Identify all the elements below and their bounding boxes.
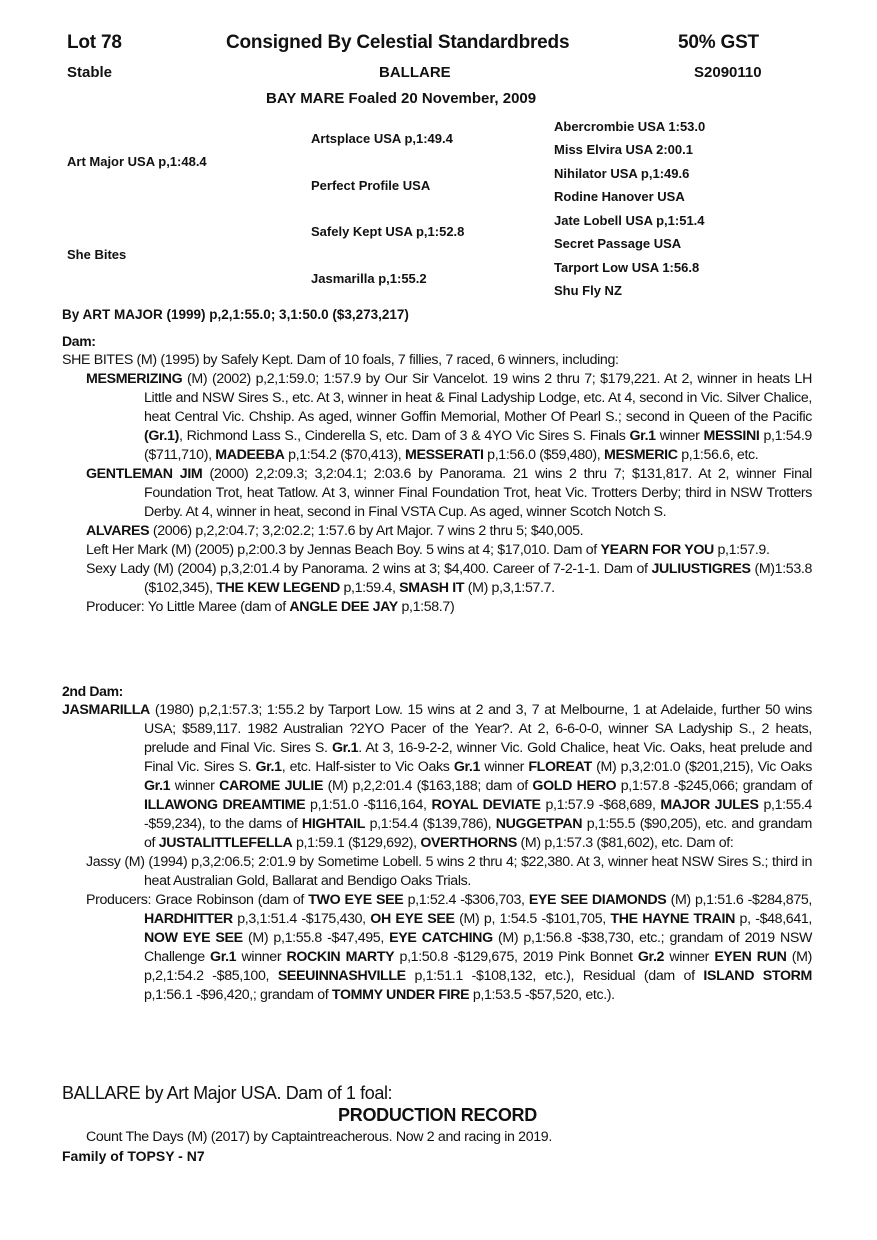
entry-text: p,1:56.0 ($59,480),: [483, 447, 604, 463]
entry-text: Jassy (M) (1994) p,3,2:06.5; 2:01.9 by Sometime Lobell. 5 wins 2 thru 4; $22,380. At 3, winner heat NSW Sires S.; third in heat Australian Gold, Ballarat and Bendigo Oaks Trials.: [86, 854, 812, 889]
production-heading-text: PRODUCTION RECORD: [338, 1105, 537, 1125]
entry-text: (2000) 2,2:09.3; 3,2:04.1; 2:03.6 by Panorama. 21 wins 2 thru 7; $131,817. At 2, winner Final Foundation Trot, heat Tatlow. At 3, winner Final Foundation Trot, heat Vic. Trotters Derby; third in NSW Trotters Derby. At 4, winner in heat, second in Final VSTA Cup. As aged, winner Scotch Notch S.: [144, 466, 812, 520]
entry-text: p,3,1:51.4 -$175,430,: [232, 911, 371, 927]
entry-text: (M) p,1:51.6 -$284,875,: [666, 892, 813, 908]
entry-text: winner: [664, 949, 715, 965]
entry-text: p,1:53.5 -$57,520, etc.).: [469, 987, 615, 1003]
horse-name: ISLAND STORM: [703, 968, 813, 984]
grade: Gr.1: [331, 740, 359, 756]
entry-text: (M) p,3,1:57.7.: [464, 580, 555, 596]
horse-name: JULIUSTIGRES: [651, 561, 751, 577]
entry-text: p,1:57.9 -$68,689,: [540, 797, 661, 813]
horse-name: EYE SEE DIAMONDS: [528, 892, 667, 908]
production-summary: BALLARE by Art Major USA. Dam of 1 foal:: [62, 1083, 393, 1103]
pedigree-gen3: Shu Fly NZ: [554, 283, 622, 298]
production-foal: Count The Days (M) (2017) by Captaintreacherous. Now 2 and racing in 2019.: [86, 1129, 552, 1145]
grade: Gr.1: [629, 428, 656, 444]
sire-line: By ART MAJOR (1999) p,2,1:55.0; 3,1:50.0 ($3,273,217): [62, 307, 409, 322]
entry-text: , etc. Half-sister to Vic Oaks: [281, 759, 454, 775]
pedigree-sire-sire: Artsplace USA p,1:49.4: [311, 131, 453, 146]
entry-text: Left Her Mark (M) (2005) p,2:00.3 by Jennas Beach Boy. 5 wins at 4; $17,010. Dam of: [86, 542, 601, 558]
entry-text: Producers: Grace Robinson (dam of: [86, 892, 309, 908]
entry-text: p,1:56.1 -$96,420,; grandam of: [144, 987, 332, 1003]
horse-name: MESSERATI: [404, 447, 484, 463]
entry-text: (M) p,2,1:54.2 -$85,100,: [144, 949, 812, 984]
pedigree-gen3: Nihilator USA p,1:49.6: [554, 166, 690, 181]
horse-name: OH EYE SEE: [370, 911, 455, 927]
horse-name: YEARN FOR YOU: [600, 542, 714, 558]
pedigree-gen3: Tarport Low USA 1:56.8: [554, 260, 700, 275]
horse-name: EYEN RUN: [714, 949, 787, 965]
horse-name: HIGHTAIL: [301, 816, 366, 832]
horse-name: MAJOR JULES: [660, 797, 759, 813]
horse-name: MADEEBA: [215, 447, 285, 463]
horse-name: HARDHITTER: [144, 911, 233, 927]
dam-section: [62, 332, 812, 617]
horse-name: NOW EYE SEE: [144, 930, 243, 946]
horse-name: JUSTALITTLEFELLA: [158, 835, 293, 851]
entry-text: p, -$48,641,: [734, 911, 812, 927]
entry-text: (1980) p,2,1:57.3; 1:55.2 by Tarport Low. 15 wins at 2 and 3, 7 at Melbourne, 1 at Adelaide, further 50 wins USA; $589,117. 1982 Australian ?2YO Pacer of the Year?. At 2, 6-6-0-0, winner SA Ladyship S., 2 heats, prelude and Final Vic. Sires S.: [144, 702, 812, 756]
progeny-entry: [62, 370, 812, 465]
pedigree-gen3: Miss Elvira USA 2:00.1: [554, 142, 693, 157]
entry-text: p,1:59.1 ($129,692),: [292, 835, 421, 851]
progeny-entry: [62, 853, 812, 891]
location: Stable: [67, 64, 113, 81]
production-heading: [0, 1105, 877, 1126]
entry-text: winner: [480, 759, 529, 775]
horse-name: TWO EYE SEE: [308, 892, 404, 908]
horse-name: FLOREAT: [528, 759, 592, 775]
pedigree-gen3: Rodine Hanover USA: [554, 189, 685, 204]
horse-name: JASMARILLA: [62, 702, 150, 718]
entry-text: Producer: Yo Little Maree (dam of: [86, 599, 290, 615]
progeny-entry: [62, 465, 812, 522]
entry-text: , Richmond Lass S., Cinderella S, etc. Dam of 3 & 4YO Vic Sires S. Finals: [178, 428, 630, 444]
entry-text: . At 3, 16-9-2-2, winner Vic. Gold Chalice, heat Vic. Oaks, heat prelude and Final Vic. Sires S.: [144, 740, 812, 775]
entry-text: winner: [655, 428, 704, 444]
horse-name: ILLAWONG DREAMTIME: [144, 797, 306, 813]
second-dam-heading: 2nd Dam:: [62, 683, 123, 699]
entry-text: p,1:51.1 -$108,132, etc.), Residual (dam of: [405, 968, 704, 984]
horse-name: BALLARE: [379, 64, 451, 81]
pedigree-gen3: Secret Passage USA: [554, 236, 682, 251]
entry-text: p,1:57.8 -$245,066; grandam of: [616, 778, 812, 794]
entry-text: p,1:50.8 -$129,675, 2019 Pink Bonnet: [394, 949, 638, 965]
entry-text: Sexy Lady (M) (2004) p,3,2:01.4 by Panorama. 2 wins at 3; $4,400. Career of 7-2-1-1. Dam of: [86, 561, 652, 577]
entry-text: (2006) p,2,2:04.7; 3,2:02.2; 1:57.6 by Art Major. 7 wins 2 thru 5; $40,005.: [149, 523, 584, 539]
entry-text: p,1:54.9 ($711,710),: [144, 428, 812, 463]
entry-text: p,1:51.0 -$116,164,: [305, 797, 432, 813]
horse-name: MESSINI: [703, 428, 760, 444]
entry-text: p,1:55.5 ($90,205), etc. and grandam of: [144, 816, 813, 851]
horse-name: THE KEW LEGEND: [216, 580, 340, 596]
entry-text: p,1:57.9.: [713, 542, 770, 558]
family-line: Family of TOPSY - N7: [62, 1148, 205, 1164]
grade: Gr.1: [210, 949, 237, 965]
horse-name: ANGLE DEE JAY: [289, 599, 398, 615]
producer-entry: [62, 598, 812, 617]
entry-text: (M) p,3,2:01.0 ($201,215), Vic Oaks: [591, 759, 813, 775]
entry-text: p,1:52.4 -$306,703,: [403, 892, 529, 908]
entry-text: (M) p,2,2:01.4 ($163,188; dam of: [323, 778, 533, 794]
entry-text: (M) p,1:56.8 -$38,730, etc.; grandam of 2019 NSW Challenge: [144, 930, 813, 965]
dam-heading: Dam:: [62, 333, 96, 349]
progeny-entry: [62, 560, 812, 598]
horse-name: MESMERIC: [604, 447, 678, 463]
entry-text: p,1:54.4 ($139,786),: [365, 816, 496, 832]
horse-name: MESMERIZING: [86, 371, 183, 387]
horse-name: ALVARES: [86, 523, 150, 539]
consignor: Consigned By Celestial Standardbreds: [226, 32, 570, 53]
pedigree-dam-sire: Safely Kept USA p,1:52.8: [311, 224, 465, 239]
grade: Gr.2: [637, 949, 665, 965]
grade: Gr.1: [144, 778, 171, 794]
horse-name: SEEUINNASHVILLE: [277, 968, 406, 984]
pedigree-gen3: Abercrombie USA 1:53.0: [554, 119, 706, 134]
producers-entry: [62, 891, 812, 1005]
horse-name: NUGGETPAN: [495, 816, 583, 832]
horse-name: ROCKIN MARTY: [286, 949, 395, 965]
entry-text: p,1:58.7): [397, 599, 455, 615]
pedigree-gen3: Jate Lobell USA p,1:51.4: [554, 213, 705, 228]
horse-name: TOMMY UNDER FIRE: [331, 987, 470, 1003]
second-dam-entry: [62, 701, 812, 853]
pedigree-sire: Art Major USA p,1:48.4: [67, 154, 207, 169]
entry-text: (M) p,1:55.8 -$47,495,: [242, 930, 390, 946]
entry-text: p,1:55.4 -$59,234), to the dams of: [144, 797, 812, 832]
pedigree-sire-dam: Perfect Profile USA: [311, 178, 431, 193]
horse-name: EYE CATCHING: [389, 930, 493, 946]
dam-intro: SHE BITES (M) (1995) by Safely Kept. Dam of 10 foals, 7 fillies, 7 raced, 6 winners, including:: [62, 352, 619, 368]
stud-code: S2090110: [694, 64, 762, 81]
horse-name: GOLD HERO: [532, 778, 617, 794]
horse-name: GENTLEMAN JIM: [86, 466, 203, 482]
entry-text: winner: [236, 949, 287, 965]
horse-description: BAY MARE Foaled 20 November, 2009: [266, 90, 537, 107]
entry-text: winner: [170, 778, 220, 794]
horse-name: OVERTHORNS: [420, 835, 517, 851]
progeny-entry: [62, 522, 812, 541]
pedigree-dam-dam: Jasmarilla p,1:55.2: [311, 271, 427, 286]
entry-text: p,1:54.2 ($70,413),: [284, 447, 405, 463]
second-dam-section: [62, 682, 812, 1005]
grade: Gr.1: [453, 759, 481, 775]
progeny-entry: [62, 541, 812, 560]
entry-text: (M) p, 1:54.5 -$101,705,: [454, 911, 611, 927]
horse-name: CAROME JULIE: [219, 778, 324, 794]
grade: Gr.1: [255, 759, 282, 775]
entry-text: (M) p,1:57.3 ($81,602), etc. Dam of:: [516, 835, 734, 851]
gst-label: 50% GST: [678, 32, 759, 53]
entry-text: p,1:59.4,: [339, 580, 400, 596]
horse-name: SMASH IT: [399, 580, 465, 596]
grade: (Gr.1): [144, 428, 179, 444]
pedigree-dam: She Bites: [67, 247, 127, 262]
entry-text: p,1:56.6, etc.: [677, 447, 759, 463]
horse-name: ROYAL DEVIATE: [431, 797, 541, 813]
horse-name: THE HAYNE TRAIN: [610, 911, 735, 927]
lot-number: Lot 78: [67, 32, 122, 53]
entry-text: (M)1:53.8 ($102,345),: [144, 561, 813, 596]
entry-text: (M) (2002) p,2,1:59.0; 1:57.9 by Our Sir Vancelot. 19 wins 2 thru 7; $179,221. At 2, winner in heats LH Little and NSW Sires S., etc. At 3, winner in heat & Final Ladyship Lodge, etc. At 4, second in Vic. Silver Chalice, heat Central Vic. Chship. As aged, winner Goffin Memorial, Mother Of Pearl S.; second in Queen of the Pacific: [144, 371, 812, 425]
